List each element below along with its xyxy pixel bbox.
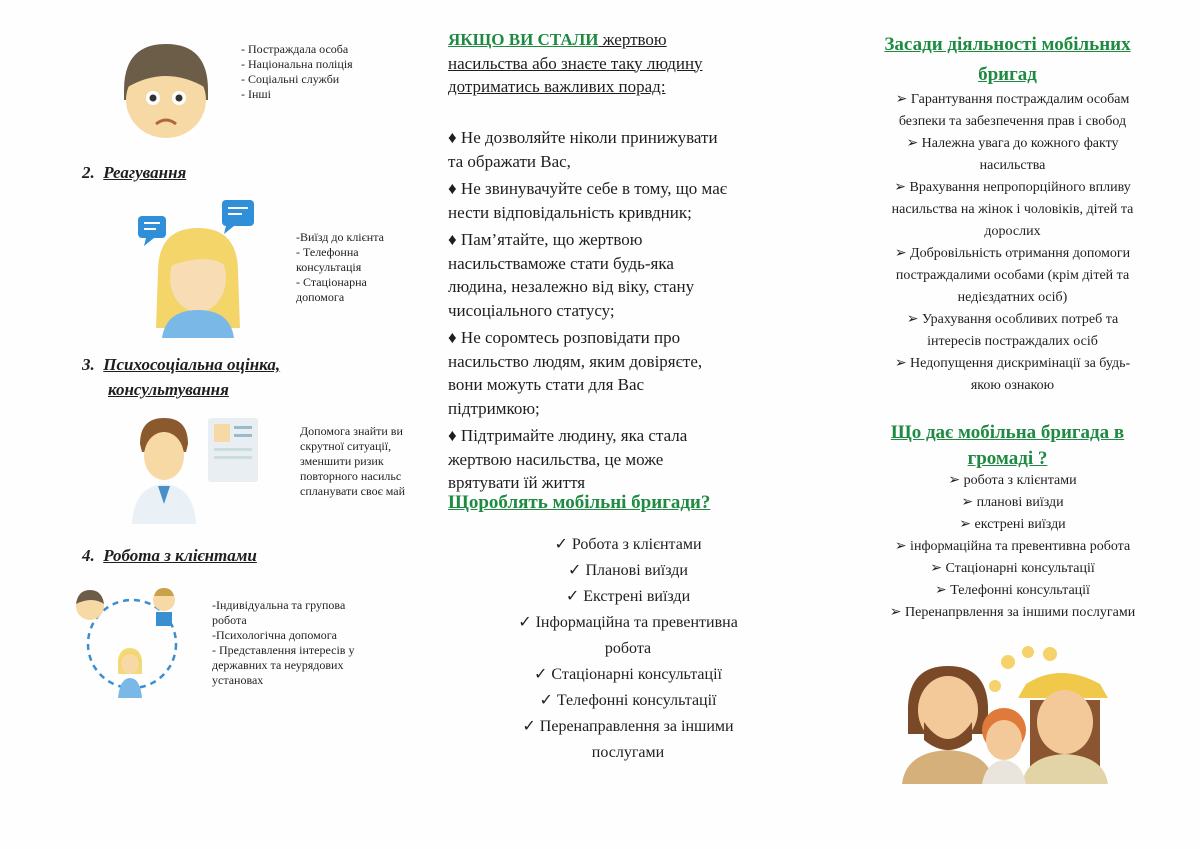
section-2-heading: 2. Реагування xyxy=(82,163,187,182)
tip-item: ♦ Не звинувачуйте себе в тому, що має нести відповідальність кривдник; xyxy=(448,179,728,222)
sad-face-illustration xyxy=(116,40,216,140)
tip-item: ♦ Підтримайте людину, яка стала жертвою насильства, це може врятувати їй життя xyxy=(448,426,688,492)
clients-circle-illustration xyxy=(74,582,184,698)
what-teams-do-heading: Щороблять мобільні бригади? xyxy=(448,492,711,513)
check-item: ✓ Робота з клієнтами xyxy=(554,536,702,553)
section-3-title: Психосоціальна оцінка, xyxy=(103,355,281,374)
check-item: ✓ Планові виїзди xyxy=(568,562,688,579)
section-4-heading: 4. Робота з клієнтами xyxy=(82,546,257,565)
principles-list: ➢ Гарантування постраждалим особам безпеки та забезпечення прав і свобод ➢ Належна увага до кожного факту насильства ➢ Врахування непропорційного впливу насильства на жінок і чоловіків, дітей та дорослих ➢ Добровільність отримання допомоги постраждалими особами (крім дітей та недієздатних осіб) ➢ Урахування особливих потреб та інтересів постраждалих осіб ➢ Недопущення дискримінації за будь- якою ознакою xyxy=(891,92,1134,393)
what-teams-do-list xyxy=(458,532,798,766)
section-3-heading: 3. Психосоціальна оцінка, консультування xyxy=(82,355,281,399)
tip-item: ♦ Пам’ятайте, що жертвою насильстваможе стати будь-яка людина, незалежно від віку, стану чисоціального статусу; xyxy=(448,230,695,320)
benefits-heading: Що дає мобільна бригада в громаді ? xyxy=(890,422,1125,469)
doctor-illustration xyxy=(130,414,280,524)
section-4-title: Робота з клієнтами xyxy=(103,546,257,565)
intro-text: ЯКЩО ВИ СТАЛИ жертвою насильства або знаєте таку людину дотриматись важливих порад: xyxy=(448,30,703,96)
woman-chat-illustration xyxy=(136,198,260,338)
benefit-item: ➢ екстрені виїзди xyxy=(959,517,1066,532)
list-item: - Постраждала особа xyxy=(241,42,349,56)
section-4-items: -Індивідуальна та групова робота -Психологічна допомога - Представлення інтересів у державних та неурядових установах xyxy=(212,598,355,687)
check-item: ✓ Перенаправлення за іншими xyxy=(522,718,734,735)
list-item: - Національна поліція xyxy=(241,57,353,71)
tips-list xyxy=(448,126,798,495)
list-item: - Телефонна консультація xyxy=(296,245,362,274)
top-list xyxy=(241,42,381,102)
list-item: -Виїзд до клієнта xyxy=(296,230,384,244)
tip-item: ♦ Не соромтесь розповідати про насильство людям, яким довіряєте, вони можуть стати для Вас підтримкою; xyxy=(448,328,703,418)
check-item: робота xyxy=(604,640,652,657)
check-item: послугами xyxy=(591,744,665,761)
benefit-item: ➢ Перенапрвлення за іншими послугами xyxy=(889,605,1136,620)
benefit-item: ➢ робота з клієнтами xyxy=(948,473,1077,488)
benefit-item: ➢ планові виїзди xyxy=(961,495,1064,510)
benefit-item: ➢ інформаційна та превентивна робота xyxy=(894,539,1131,554)
section-2-title: Реагування xyxy=(103,163,187,182)
benefit-item: ➢ Телефонні консультації xyxy=(935,583,1090,598)
list-item: - Соціальні служби xyxy=(241,72,340,86)
tip-item: ♦ Не дозволяйте ніколи принижувати та ображати Вас, xyxy=(448,128,718,171)
check-item: ✓ Телефонні консультації xyxy=(539,692,717,709)
section-3-text: Допомога знайти ви скрутної ситуації, зменшити ризик повторного насильс спланувати своє май xyxy=(300,424,405,498)
check-item: ✓ Екстрені виїзди xyxy=(565,588,691,605)
list-item: - Інші xyxy=(241,87,271,101)
intro-bold: ЯКЩО ВИ СТАЛИ xyxy=(448,30,599,49)
principles-heading: Засади діяльності мобільних бригад xyxy=(884,34,1131,85)
benefits-list xyxy=(850,470,1175,624)
family-illustration xyxy=(900,644,1120,784)
check-item: ✓ Інформаційна та превентивна xyxy=(518,614,738,631)
list-item: - Стаціонарна допомога xyxy=(296,275,367,304)
benefit-item: ➢ Стаціонарні консультації xyxy=(930,561,1095,576)
section-2-items xyxy=(296,230,416,305)
check-item: ✓ Стаціонарні консультації xyxy=(534,666,722,683)
